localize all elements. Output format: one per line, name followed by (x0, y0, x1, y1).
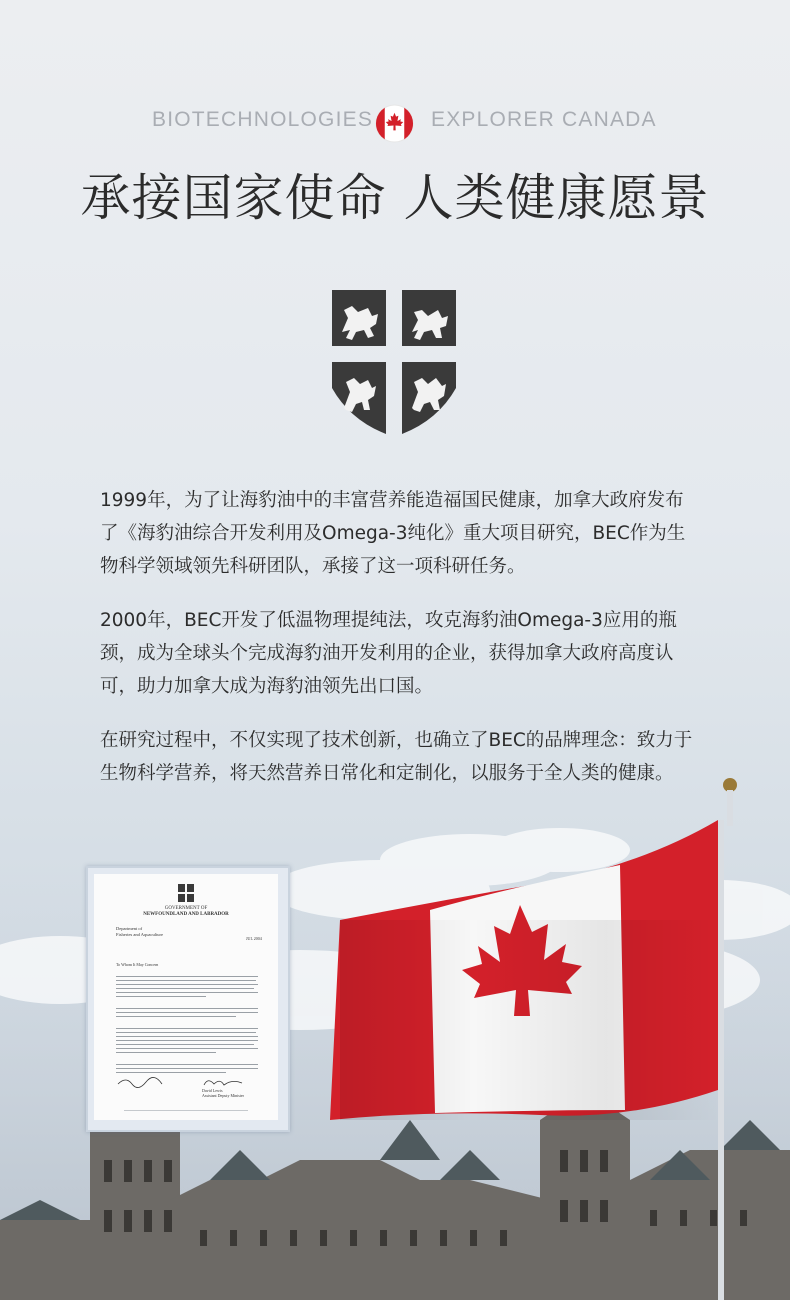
brand-right-text: EXPLORER CANADA (431, 108, 657, 131)
certificate-department (116, 926, 163, 937)
certificate-date: JUL 2004 (246, 936, 262, 941)
certificate-government: GOVERNMENT OF (164, 906, 208, 911)
certificate-text-line (116, 1008, 258, 1009)
flagpole-finial (721, 776, 739, 826)
certificate-footer-line (124, 1110, 248, 1111)
certificate-signer-title: Assistant Deputy Minister (202, 1093, 244, 1098)
government-certificate (86, 866, 290, 1132)
certificate-text-line (116, 996, 206, 997)
certificate-text-line (116, 1044, 254, 1045)
paragraph-1999: 1999年，为了让海豹油中的丰富营养能造福国民健康，加拿大政府发布了《海豹油综合开发利用及Omega-3纯化》重大项目研究，BEC作为生物科学领域领先科研团队，承接了这一项科研任务。 (100, 490, 686, 577)
certificate-text-line (116, 1016, 236, 1017)
paragraph-brand-philosophy: 在研究过程中，不仅实现了技术创新，也确立了BEC的品牌理念：致力于生物科学营养，将天然营养日常化和定制化，以服务于全人类的健康。 (100, 730, 693, 784)
certificate-text-line (116, 1012, 258, 1013)
certificate-text-line (116, 980, 256, 981)
certificate-text-line (116, 1036, 258, 1037)
certificate-page (94, 874, 278, 1120)
certificate-crest-icon (178, 884, 194, 902)
certificate-text-line (116, 1032, 256, 1033)
certificate-text-line (116, 1028, 258, 1029)
certificate-signer (202, 1088, 244, 1098)
canada-flag-icon (375, 104, 414, 143)
certificate-department-line2: Fisheries and Aquaculture (116, 931, 163, 937)
page-title: 承接国家使命 人类健康愿景 (80, 169, 710, 227)
certificate-province: NEWFOUNDLAND AND LABRADOR (143, 912, 229, 917)
certificate-department-line1: Department of (116, 926, 143, 931)
paragraph-2000: 2000年，BEC开发了低温物理提纯法，攻克海豹油Omega-3应用的瓶颈，成为全球头个完成海豹油开发利用的企业，获得加拿大政府高度认可，助力加拿大成为海豹油领先出口国。 (100, 610, 677, 697)
certificate-heading (94, 906, 278, 918)
certificate-stamp-signature (116, 1076, 166, 1088)
certificate-text-line (116, 1068, 258, 1069)
brand-left-text: BIOTECHNOLOGIES (152, 108, 374, 131)
certificate-text-line (116, 1052, 216, 1053)
certificate-signer-name: David Lewis (202, 1088, 223, 1093)
brand-header (0, 104, 790, 140)
certificate-salutation: To Whom It May Concern (116, 962, 159, 967)
certificate-text-line (116, 1064, 258, 1065)
certificate-text-line (116, 984, 258, 985)
certificate-text-line (116, 1040, 258, 1041)
certificate-text-line (116, 988, 254, 989)
certificate-text-line (116, 992, 258, 993)
newfoundland-coat-of-arms-icon (330, 288, 458, 438)
certificate-signature (202, 1076, 246, 1088)
certificate-text-line (116, 976, 258, 977)
certificate-text-line (116, 1048, 258, 1049)
certificate-text-line (116, 1072, 226, 1073)
